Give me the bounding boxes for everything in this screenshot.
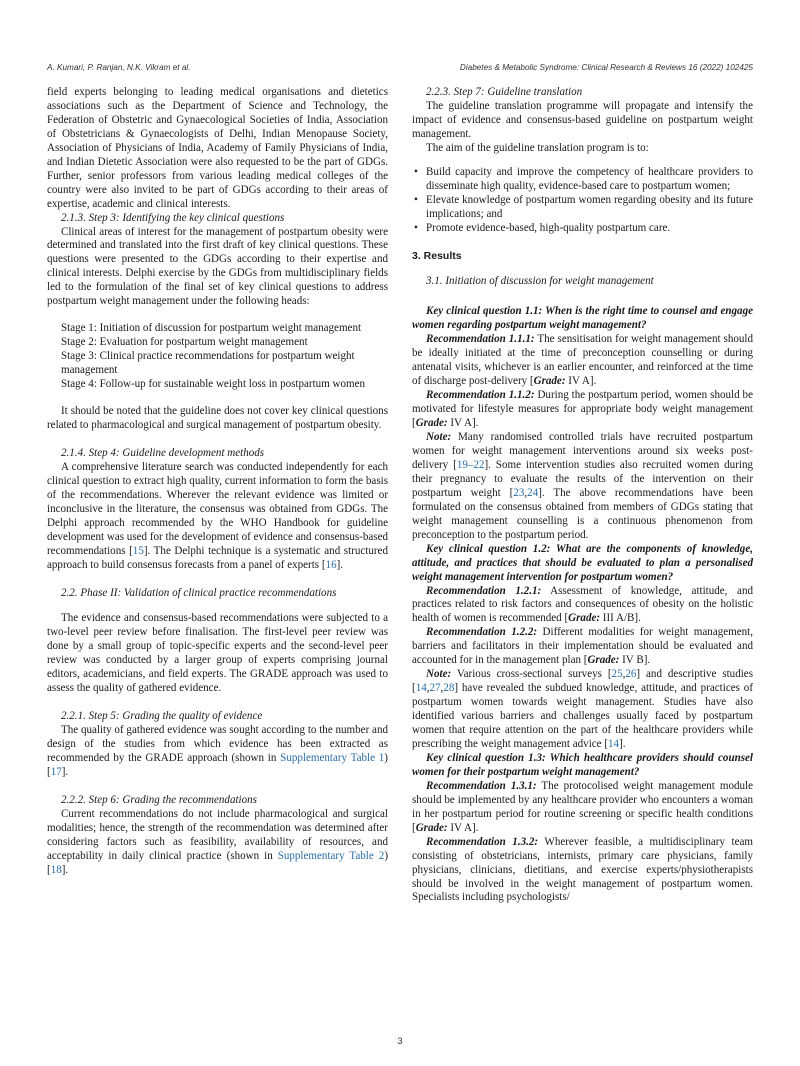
paragraph: Clinical areas of interest for the management of postpartum obesity were determined and translated into the first draft of key clinical questions. These questions were presented to the GDGs according to their expertise and clinical interests. Delphi exercise by the GDGs from multidisciplinary fields led to the formulation of the final set of key clinical questions to address postpartum weight management under the following heads: (47, 225, 388, 308)
text-run: Wherever feasible, a multidisciplinary team consisting of obstetricians, internists, primary care physicians, family physicians, clinicians, dietitians, and exercise experts/physiotherapists should be involved in the weight management of postpartum women. Specialists including psychologists/ (412, 835, 753, 904)
stage-item: Stage 3: Clinical practice recommendations for postpartum weight management (61, 350, 355, 377)
right-column (412, 86, 753, 905)
grade-label: Grade: (415, 821, 448, 834)
text-run: , (426, 682, 430, 695)
text-run: ]. (336, 558, 344, 571)
grade-value: IV B]. (619, 654, 651, 667)
text-run: Assessment of knowledge, attitude, and practices related to risk factors and consequences of obesity on the holistic health of women is recommended [ (412, 584, 753, 625)
reference-link[interactable]: 14 (608, 737, 620, 750)
note-1-1 (412, 431, 753, 543)
stage-item: Stage 1: Initiation of discussion for postpartum weight management (61, 322, 362, 335)
reference-link[interactable]: 26 (625, 668, 637, 681)
reference-link[interactable]: 27 (429, 682, 441, 695)
section-heading-2-2-3: 2.2.3. Step 7: Guideline translation (426, 86, 583, 98)
text-run: The sensitisation for weight management should be ideally initiated at the time of preconception counselling or during antenatal visits, whichever is an earlier encounter, and reinforced at the time of discharge post-delivery [ (412, 333, 753, 388)
section-heading-2-2-1: 2.2.1. Step 5: Grading the quality of evidence (61, 710, 263, 723)
text-run: ]. (61, 765, 69, 778)
reference-link[interactable]: 23 (513, 486, 525, 499)
stage-item: Stage 4: Follow-up for sustainable weight loss in postpartum women (61, 378, 366, 391)
spacer (412, 289, 753, 305)
text-run: Different modalities for weight management, barriers and facilitators in their implementation should be evaluated and accounted for in the management plan [ (412, 626, 753, 667)
text-run: ]. The Delphi technique is a systematic and structured approach to build consensus forecasts from a panel of experts [ (47, 544, 388, 571)
paragraph: field experts belonging to leading medical organisations and dietetics associations such as the Department of Science and Technology, the Federation of Obstetric and Gynaecological Societies of India, Association of Obstetricians & Gynaecologists of Delhi, Indian Menopause Society, Association of Physicians of India, Academy of Family Physicians of India, and Indian Dietetic Association were also requested to be the part of GDGs. Further, senior professors from various leading medical colleges of the country were also invited to be part of GDGs according to their areas of expertise, academic and clinical interests. (47, 86, 388, 210)
supplementary-table-link[interactable]: Supplementary Table 2 (277, 849, 385, 862)
key-clinical-question-1-1: Key clinical question 1.1: When is the right time to counsel and engage women regarding postpartum weight management? (412, 305, 753, 332)
paragraph: It should be noted that the guideline does not cover key clinical questions related to pharmacological and surgical management of postpartum obesity. (47, 405, 388, 431)
text-run: A comprehensive literature search was conducted independently for each clinical question to extract high quality, current information to form the basis of the recommendations. Wherever the relevant evidence was limited or inconclusive in the literature, the consensus was obtained from GDGs. The Delphi approach recommended by the WHO Handbook for guideline development was used for the development of evidence and consensus-based recommendations [ (47, 460, 388, 557)
reference-link[interactable]: 17 (50, 765, 62, 778)
grade-label: Grade: (587, 654, 620, 667)
paragraph: The guideline translation programme will propagate and intensify the impact of evidence and consensus-based guideline on postpartum weight management. (412, 99, 753, 140)
section-heading-2-2: 2.2. Phase II: Validation of clinical practice recommendations (61, 586, 337, 599)
reference-link[interactable]: 24 (527, 486, 539, 499)
grade-value: IV A]. (447, 821, 479, 834)
text-run: ]. (61, 863, 69, 876)
key-clinical-question-1-2: Key clinical question 1.2: What are the components of knowledge, attitude, and practices that should be evaluated to plan a personalised weight management intervention for postpartum women? (412, 542, 753, 583)
recommendation-1-2-2 (412, 626, 753, 668)
text-run: , (524, 486, 528, 499)
stage-list (61, 322, 388, 392)
recommendation-label: Recommendation 1.3.2: (426, 835, 539, 848)
text-run: The protocolised weight management module should be implemented by any healthcare provider who encounters a woman in her postpartum period for routine screening or specific health conditions [ (412, 779, 753, 834)
section-heading-3-1: 3.1. Initiation of discussion for weight management (426, 275, 654, 288)
text-run: ]. (619, 737, 626, 750)
text-run: ] and descriptive studies [ (412, 668, 754, 695)
text-run: ]. The above recommendations have been formulated on the consensus obtained from members of GDGs stating that weight management counselling is a continuous phenomenon from preconception to the postpartum period. (412, 486, 753, 541)
recommendation-1-2-1 (412, 585, 753, 627)
recommendation-label: Recommendation 1.3.1: (426, 779, 537, 792)
key-clinical-question-1-3: Key clinical question 1.3: Which healthcare providers should counsel women for their postpartum weight management? (412, 751, 753, 778)
recommendation-label: Recommendation 1.2.2: (426, 626, 538, 639)
reference-link[interactable]: 19–22 (456, 458, 485, 471)
reference-link[interactable]: 14 (415, 682, 427, 695)
supplementary-table-link[interactable]: Supplementary Table 1 (280, 752, 385, 765)
text-run: Current recommendations do not include pharmacological and surgical modalities; hence, the strength of the recommendation was determined after considering factors such as feasibility, availability of resources, and acceptability in daily clinical practice (shown in (47, 807, 388, 862)
paragraph: The aim of the guideline translation program is to: (426, 141, 649, 154)
reference-link[interactable]: 15 (132, 544, 144, 557)
bullet-item: • Promote evidence-based, high-quality postpartum care. (426, 222, 753, 236)
section-heading-2-1-4: 2.1.4. Step 4: Guideline development methods (61, 446, 265, 459)
paragraph (47, 461, 388, 573)
text-run: , (622, 668, 626, 681)
reference-link[interactable]: 28 (443, 682, 455, 695)
recommendation-label: Recommendation 1.2.1: (426, 584, 542, 597)
recommendation-1-1-1 (412, 333, 753, 389)
note-label: Note: (426, 668, 452, 681)
grade-label: Grade: (568, 612, 601, 625)
reference-link[interactable]: 25 (611, 668, 623, 681)
aim-bullet-list (412, 166, 753, 236)
grade-value: III A/B]. (600, 612, 641, 625)
running-header (47, 63, 753, 72)
note-1-2 (412, 668, 753, 752)
header-journal: Diabetes & Metabolic Syndrome: Clinical Research & Reviews 16 (2022) 102425 (459, 63, 753, 72)
grade-value: IV A]. (565, 375, 597, 388)
grade-label: Grade: (415, 417, 448, 430)
left-column (47, 86, 388, 905)
bullet-item: • Elevate knowledge of postpartum women regarding obesity and its future implications; and (426, 194, 753, 222)
text-run: Many randomised controlled trials have recruited postpartum women for weight management interventions around six weeks post-delivery [ (412, 431, 753, 471)
note-label: Note: (426, 431, 452, 444)
text-run: ] have revealed the subdued knowledge, attitude, and practices of postpartum women towards weight management. Studies have also identified various barriers and challenges usually faced by postpartum women that require attention on the part of the healthcare providers while prescribing the weight management advice [ (412, 682, 753, 750)
page-number: 3 (397, 1036, 403, 1046)
two-column-body (47, 86, 753, 905)
text-run: During the postpartum period, women should be motivated for lifestyle measures for appropriate body weight management [ (412, 389, 753, 430)
text-run: ) [ (47, 752, 388, 778)
paragraph (47, 724, 388, 780)
paragraph: The evidence and consensus-based recommendations were subjected to a two-level peer review before finalisation. The first-level peer review was done by a small group of topic-specific experts and the second-level peer review was conducted by a larger group of experts comprising journal editors, academicians, and field experts. The GRADE approach was used to assess the quality of gathered evidence. (47, 612, 388, 695)
spacer (47, 600, 388, 612)
paragraph (47, 808, 388, 878)
text-run: The quality of gathered evidence was sought according to the number and design of the studies from which evidence has been extracted as recommended by the GRADE approach (shown in (47, 724, 388, 765)
text-run: ]. Some intervention studies also recruited women during their pregnancy to evaluate the results of the intervention on their postpartum weight [ (412, 458, 753, 499)
text-run: Various cross-sectional surveys [ (451, 668, 612, 681)
header-authors: A. Kumari, P. Ranjan, N.K. Vikram et al. (47, 63, 191, 72)
recommendation-label: Recommendation 1.1.2: (426, 389, 535, 402)
text-run: ) [ (47, 849, 388, 876)
recommendation-1-3-2 (412, 836, 753, 906)
section-heading-2-2-2: 2.2.2. Step 6: Grading the recommendations (61, 793, 257, 806)
reference-link[interactable]: 16 (325, 558, 337, 571)
recommendation-1-1-2 (412, 389, 753, 431)
recommendation-1-3-1 (412, 780, 753, 836)
stage-item: Stage 2: Evaluation for postpartum weight management (61, 336, 308, 349)
grade-value: IV A]. (447, 417, 479, 430)
bullet-item: • Build capacity and improve the competency of healthcare providers to disseminate high quality, evidence-based care to postpartum women; (426, 166, 753, 194)
section-heading-results: 3. Results (412, 249, 462, 262)
grade-label: Grade: (533, 375, 566, 388)
reference-link[interactable]: 18 (50, 863, 62, 876)
text-run: , (440, 682, 444, 695)
section-heading-2-1-3: 2.1.3. Step 3: Identifying the key clinical questions (61, 211, 285, 224)
recommendation-label: Recommendation 1.1.1: (426, 333, 535, 346)
